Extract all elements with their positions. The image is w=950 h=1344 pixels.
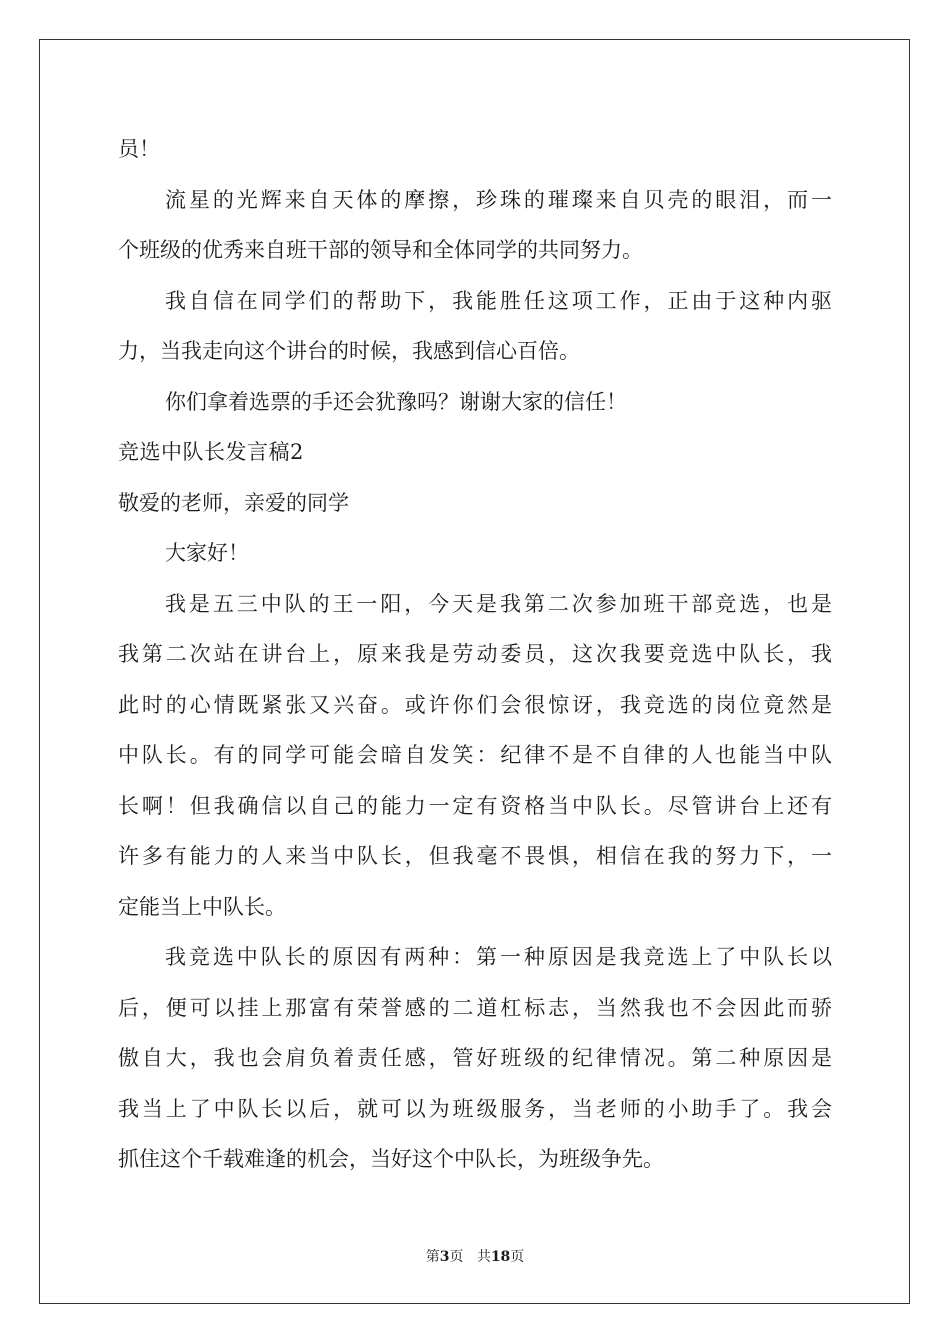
- text-line: 此时的心情既紧张又兴奋。或许你们会很惊讶，我竞选的岗位竟然是: [118, 692, 832, 717]
- text-line: 我第二次站在讲台上，原来我是劳动委员，这次我要竞选中队长，我: [118, 642, 832, 666]
- text-line: 我当上了中队长以后，就可以为班级服务，当老师的小助手了。我会: [118, 1096, 832, 1121]
- text-line: 个班级的优秀来自班干部的领导和全体同学的共同努力。: [118, 238, 643, 262]
- footer-prefix: 第: [425, 1249, 440, 1265]
- text-line: 长啊！但我确信以自己的能力一定有资格当中队长。尽管讲台上还有: [118, 793, 832, 818]
- text-line: 后，便可以挂上那富有荣誉感的二道杠标志，当然我也不会因此而骄: [118, 995, 832, 1020]
- document-body: [118, 124, 832, 1185]
- text-line: 我自信在同学们的帮助下，我能胜任这项工作，正由于这种内驱: [165, 288, 832, 313]
- text-line: 傲自大，我也会肩负着责任感，管好班级的纪律情况。第二种原因是: [118, 1046, 832, 1070]
- text-line: 我竞选中队长的原因有两种：第一种原因是我竞选上了中队长以: [165, 945, 832, 969]
- text-line: 我是五三中队的王一阳，今天是我第二次参加班干部竞选，也是: [165, 591, 832, 616]
- page-footer: [0, 1247, 950, 1267]
- footer-total-suffix: 页: [510, 1249, 525, 1265]
- text-line: 员！: [118, 137, 160, 161]
- greeting: 大家好！: [165, 541, 249, 565]
- footer-total-prefix: 共: [476, 1249, 491, 1265]
- salutation: 敬爱的老师，亲爱的同学: [118, 490, 349, 515]
- text-line: 定能当上中队长。: [118, 894, 286, 919]
- footer-page-suffix: 页: [449, 1249, 464, 1265]
- total-pages-number: 18: [490, 1249, 511, 1265]
- current-page-number: 3: [439, 1249, 450, 1265]
- text-line: 力，当我走向这个讲台的时候，我感到信心百倍。: [118, 339, 580, 363]
- text-line: 抓住这个千载难逢的机会，当好这个中队长，为班级争先。: [118, 1147, 664, 1171]
- section-heading: 竞选中队长发言稿2: [118, 440, 304, 464]
- text-line: 你们拿着选票的手还会犹豫吗？谢谢大家的信任！: [165, 389, 627, 414]
- text-line: 许多有能力的人来当中队长，但我毫不畏惧，相信在我的努力下，一: [118, 844, 832, 868]
- text-line: 流星的光辉来自天体的摩擦，珍珠的璀璨来自贝壳的眼泪，而一: [165, 187, 832, 212]
- text-line: 中队长。有的同学可能会暗自发笑：纪律不是不自律的人也能当中队: [118, 743, 832, 767]
